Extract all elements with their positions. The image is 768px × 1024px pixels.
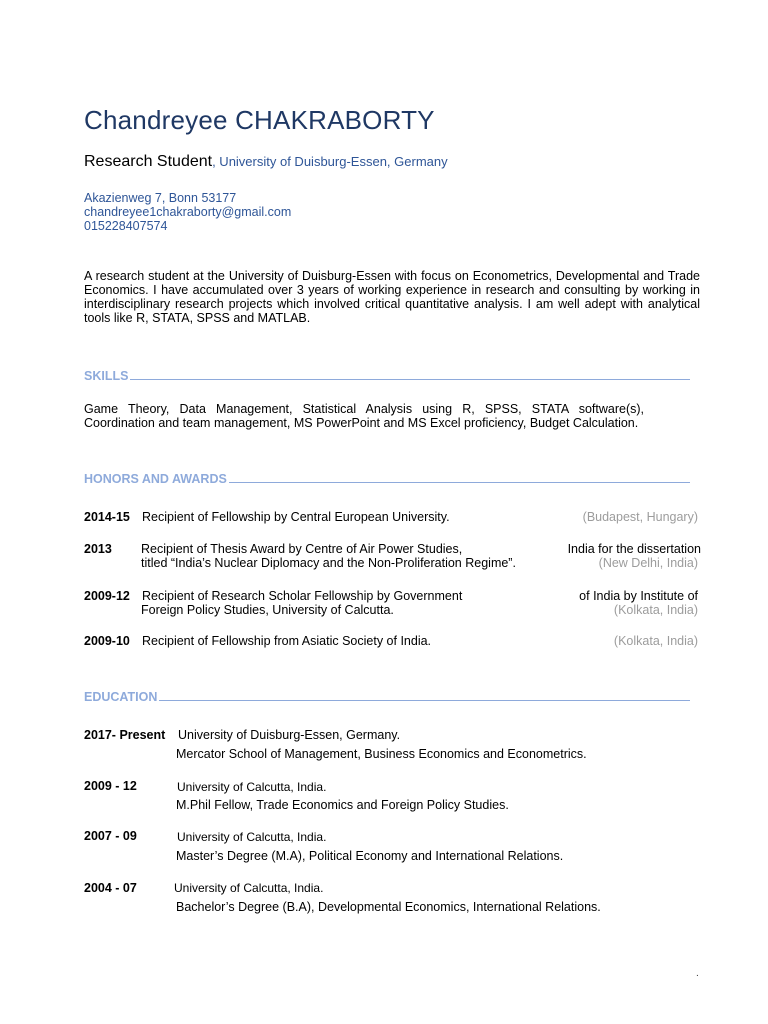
- education-heading-text: EDUCATION: [84, 690, 158, 704]
- honor-location: (Kolkata, India): [613, 634, 698, 648]
- role-line: [84, 153, 448, 171]
- honors-heading-text: HONORS AND AWARDS: [84, 472, 227, 486]
- honor-description-right: of India by Institute of: [579, 589, 698, 603]
- skills-heading-text: SKILLS: [84, 369, 129, 383]
- education-year: 2007 - 09: [84, 829, 137, 843]
- education-degree: M.Phil Fellow, Trade Economics and Foreign Policy Studies.: [176, 798, 509, 812]
- honor-description: Recipient of Fellowship from Asiatic Society of India.: [142, 634, 432, 648]
- candidate-name: Chandreyee CHAKRABORTY: [84, 105, 435, 135]
- honor-description-line2: Foreign Policy Studies, University of Calcutta.: [141, 603, 394, 617]
- skills-heading: [84, 369, 690, 383]
- honor-description-right: India for the dissertation: [567, 542, 701, 556]
- honor-location: (Budapest, Hungary): [582, 510, 698, 524]
- skills-text: Game Theory, Data Management, Statistical Analysis using R, SPSS, STATA software(s), Coordination and team management, MS PowerPoint and MS Excel proficiency, Budget Calculation.: [84, 402, 644, 430]
- honor-description-line2: titled “India’s Nuclear Diplomacy and the Non-Proliferation Regime”.: [141, 556, 516, 570]
- page-corner-mark: .: [696, 968, 699, 979]
- profile-summary: A research student at the University of Duisburg-Essen with focus on Econometrics, Developmental and Trade Economics. I have accumulated over 3 years of working experience in research and consulting by working in interdisciplinary research projects which involved critical quantitative analysis. I am well adept with analytical tools like R, STATA, SPSS and MATLAB.: [84, 269, 700, 325]
- role-affiliation: , University of Duisburg-Essen, Germany: [212, 154, 448, 169]
- education-institution: University of Duisburg-Essen, Germany.: [178, 728, 401, 742]
- honor-location: (Kolkata, India): [613, 603, 698, 617]
- honors-heading: [84, 472, 690, 486]
- honor-year: 2009-10: [84, 634, 130, 648]
- section-divider: [130, 378, 690, 380]
- education-year: 2004 - 07: [84, 881, 137, 895]
- education-degree: Mercator School of Management, Business Economics and Econometrics.: [176, 747, 587, 761]
- education-heading: [84, 690, 690, 704]
- section-divider: [159, 699, 690, 701]
- role-title: Research Student: [84, 153, 213, 170]
- honor-description: Recipient of Thesis Award by Centre of Air Power Studies,: [141, 542, 463, 556]
- section-divider: [229, 481, 690, 483]
- education-degree: Bachelor’s Degree (B.A), Developmental Economics, International Relations.: [176, 900, 601, 914]
- honor-year: 2009-12: [84, 589, 130, 603]
- education-degree: Master’s Degree (M.A), Political Economy and International Relations.: [176, 849, 564, 863]
- education-institution: University of Calcutta, India.: [174, 881, 324, 895]
- contact-address: Akazienweg 7, Bonn 53177: [84, 191, 237, 205]
- education-institution: University of Calcutta, India.: [177, 780, 327, 794]
- honor-description: Recipient of Fellowship by Central European University.: [142, 510, 450, 524]
- contact-email[interactable]: chandreyee1chakraborty@gmail.com: [84, 205, 292, 219]
- contact-phone: 015228407574: [84, 219, 168, 233]
- education-year: 2017- Present: [84, 728, 166, 742]
- honor-year: 2014-15: [84, 510, 130, 524]
- honor-description: Recipient of Research Scholar Fellowship by Government: [142, 589, 463, 603]
- honor-year: 2013: [84, 542, 112, 556]
- honor-location: (New Delhi, India): [598, 556, 698, 570]
- education-year: 2009 - 12: [84, 779, 137, 793]
- education-institution: University of Calcutta, India.: [177, 830, 327, 844]
